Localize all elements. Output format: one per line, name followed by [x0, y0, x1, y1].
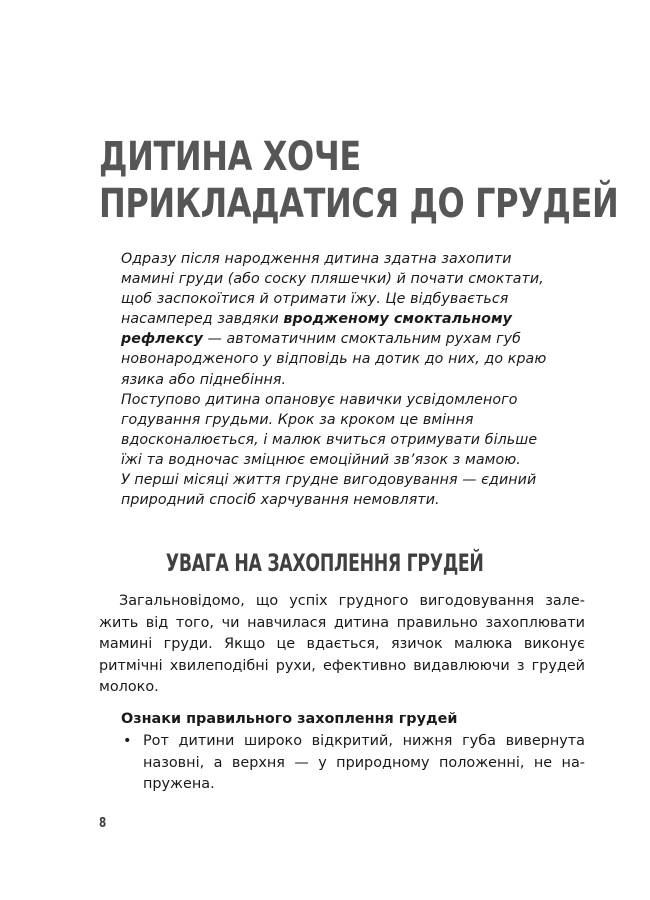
page-number: 8 [99, 816, 107, 831]
bullet-icon: • [123, 733, 132, 749]
intro-paragraph-3: У перші місяці життя грудне вигодовування — єдиний природний спосіб харчування немовляти. [121, 472, 537, 509]
intro-bold-term: вродженому смоктальному рефлексу [121, 311, 513, 348]
intro-block [121, 249, 561, 510]
list-item [121, 731, 585, 796]
page-title [99, 134, 619, 228]
section-paragraph: Загальновідомо, що успіх грудного вигодовування залежить від того, чи навчилася дитина правильно захоплювати мамині груди. Якщо це вдається, язичок малюка виконує ритмічні хвилеподібні рухи, ефективно видавлюючи з грудей молоко. [99, 593, 585, 696]
page-title-line-2: ПРИКЛАДАТИСЯ ДО ГРУДЕЙ [99, 181, 619, 227]
intro-paragraph-2: Поступово дитина опановує навички усвідомленого годування грудьми. Крок за кроком це вміння вдосконалюється, і малюк вчиться отримувати більше їжі та водночас зміцнює емоційний зв’язок з мамою. [121, 391, 538, 468]
list-item-text: Рот дитини широко відкритий, нижня губа вивернута назовні, а верхня — у природному положенні, не напружена. [143, 733, 585, 793]
page-title-line-1: ДИТИНА ХОЧЕ [99, 134, 361, 180]
intro-paragraph-1 [121, 249, 561, 390]
signs-list [121, 731, 585, 796]
section-heading-text: УВАГА НА ЗАХОПЛЕННЯ ГРУДЕЙ [166, 549, 484, 577]
section-heading [0, 548, 650, 578]
intro-paragraph-1-text-a: Одразу після народження дитина здатна захопити мамині груди (або соску пляшечки) й почати смоктати, щоб заспокоїтися й отримати їжу. Це відбувається насамперед завдяки [121, 251, 544, 328]
intro-paragraph-1-text-b: — автоматичним смоктальним рухам губ новонародженого у відповідь на дотик до них, до краю язика або піднебіння. [121, 331, 547, 388]
signs-heading: Ознаки правильного захоплення грудей [121, 711, 458, 727]
